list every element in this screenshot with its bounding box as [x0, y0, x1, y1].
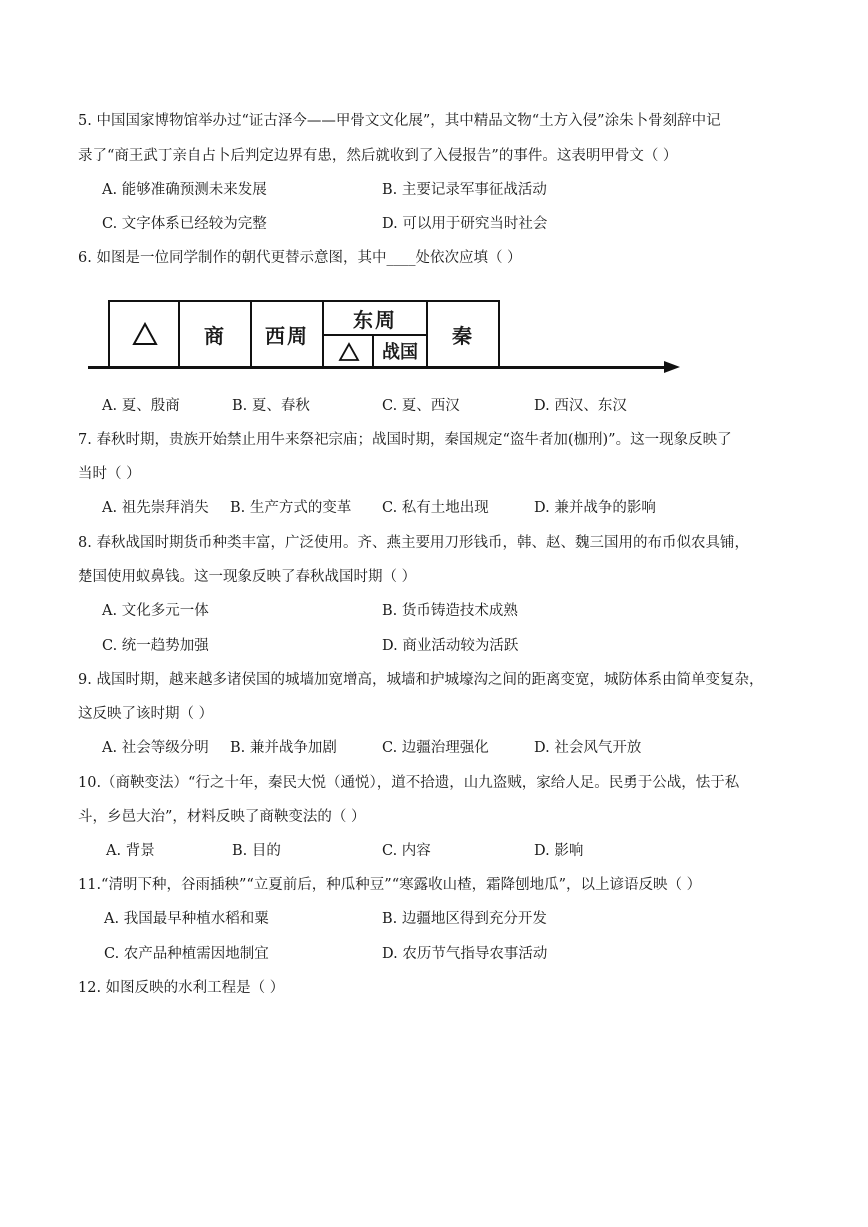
q9-option-d[interactable]: D. 社会风气开放 — [534, 740, 642, 756]
timeline-box-warring-states — [372, 334, 428, 368]
q7-option-a[interactable]: A. 祖先崇拜消失 — [102, 500, 209, 516]
timeline-box-qin — [426, 300, 500, 368]
q11-option-c[interactable]: C. 农产品种植需因地制宜 — [104, 946, 269, 962]
q10-option-b[interactable]: B. 目的 — [232, 843, 281, 859]
triangle-blank-icon — [132, 322, 158, 346]
q5-option-a[interactable]: A. 能够准确预测未来发展 — [102, 182, 267, 198]
q6-option-d[interactable]: D. 西汉、东汉 — [534, 398, 627, 414]
q5-option-b[interactable]: B. 主要记录军事征战活动 — [382, 182, 547, 198]
q7-stem-line1: 7. 春秋时期，贵族开始禁止用牛来祭祀宗庙；战国时期，秦国规定“盗牛者加(枷刑)”。这一现象反映了 — [78, 432, 732, 448]
q6-option-c[interactable]: C. 夏、西汉 — [382, 398, 460, 414]
dynasty-timeline-figure — [88, 296, 688, 380]
q8-option-b[interactable]: B. 货币铸造技术成熟 — [382, 603, 518, 619]
q6-option-a[interactable]: A. 夏、殷商 — [102, 398, 180, 414]
timeline-label-eastern-zhou: 东周 — [353, 307, 397, 332]
q10-option-a[interactable]: A. 背景 — [106, 843, 155, 859]
q11-stem: 11.“清明下种，谷雨插秧”“立夏前后，种瓜种豆”“寒露收山楂，霜降刨地瓜”，以上谚语反映（ ） — [78, 877, 702, 893]
timeline-label-western-zhou: 西周 — [265, 323, 309, 348]
q12-stem: 12. 如图反映的水利工程是（ ） — [78, 980, 285, 996]
q9-stem-line1: 9. 战国时期，越来越多诸侯国的城墙加宽增高，城墙和护城壕沟之间的距离变宽，城防体系由简单变复杂， — [78, 672, 764, 688]
q9-option-b[interactable]: B. 兼并战争加剧 — [230, 740, 337, 756]
timeline-label-warring-states: 战国 — [382, 342, 418, 363]
q7-option-d[interactable]: D. 兼并战争的影响 — [534, 500, 656, 516]
timeline-box-western-zhou — [250, 300, 324, 368]
q6-option-b[interactable]: B. 夏、春秋 — [232, 398, 310, 414]
q8-option-c[interactable]: C. 统一趋势加强 — [102, 638, 209, 654]
q8-stem-line2: 楚国使用蚁鼻钱。这一现象反映了春秋战国时期（ ） — [78, 569, 417, 585]
timeline-box-blank-2 — [322, 334, 374, 368]
timeline-arrow-icon — [664, 361, 680, 373]
q5-stem-line1: 5. 中国国家博物馆举办过“证古泽今——甲骨文文化展”，其中精品文物“土方入侵”涂朱卜骨刻辞中记 — [78, 113, 721, 129]
q9-option-a[interactable]: A. 社会等级分明 — [102, 740, 209, 756]
q10-option-c[interactable]: C. 内容 — [382, 843, 431, 859]
q8-stem-line1: 8. 春秋战国时期货币种类丰富，广泛使用。齐、燕主要用刀形钱币，韩、赵、魏三国用的布币似农具铺， — [78, 535, 749, 551]
q7-option-c[interactable]: C. 私有土地出现 — [382, 500, 489, 516]
q8-option-d[interactable]: D. 商业活动较为活跃 — [382, 638, 519, 654]
q10-option-d[interactable]: D. 影响 — [534, 843, 584, 859]
q11-option-b[interactable]: B. 边疆地区得到充分开发 — [382, 911, 547, 927]
q6-stem: 6. 如图是一位同学制作的朝代更替示意图，其中____处依次应填（ ） — [78, 250, 522, 266]
q10-stem-line2: 斗，乡邑大治”，材料反映了商鞅变法的（ ） — [78, 809, 366, 825]
q5-option-d[interactable]: D. 可以用于研究当时社会 — [382, 216, 548, 232]
q11-option-d[interactable]: D. 农历节气指导农事活动 — [382, 946, 548, 962]
q5-option-c[interactable]: C. 文字体系已经较为完整 — [102, 216, 267, 232]
q8-option-a[interactable]: A. 文化多元一体 — [102, 603, 209, 619]
q10-stem-line1: 10.（商鞅变法）“行之十年，秦民大悦（通悦），道不拾遗，山九盗贼，家给人足。民勇于公战，怯于私 — [78, 775, 740, 791]
timeline-label-qin: 秦 — [452, 323, 474, 348]
q5-stem-line2: 录了“商王武丁亲自占卜后判定边界有患，然后就收到了入侵报告”的事件。这表明甲骨文（ ） — [78, 148, 678, 164]
q7-option-b[interactable]: B. 生产方式的变革 — [230, 500, 352, 516]
q11-option-a[interactable]: A. 我国最早种植水稻和粟 — [104, 911, 269, 927]
q7-stem-line2: 当时（ ） — [78, 466, 141, 482]
timeline-box-blank-1 — [108, 300, 180, 368]
timeline-label-shang: 商 — [204, 323, 226, 348]
timeline-box-eastern-zhou — [322, 300, 428, 336]
timeline-box-shang — [178, 300, 252, 368]
q9-stem-line2: 这反映了该时期（ ） — [78, 706, 214, 722]
q9-option-c[interactable]: C. 边疆治理强化 — [382, 740, 489, 756]
triangle-blank-icon — [338, 342, 360, 362]
